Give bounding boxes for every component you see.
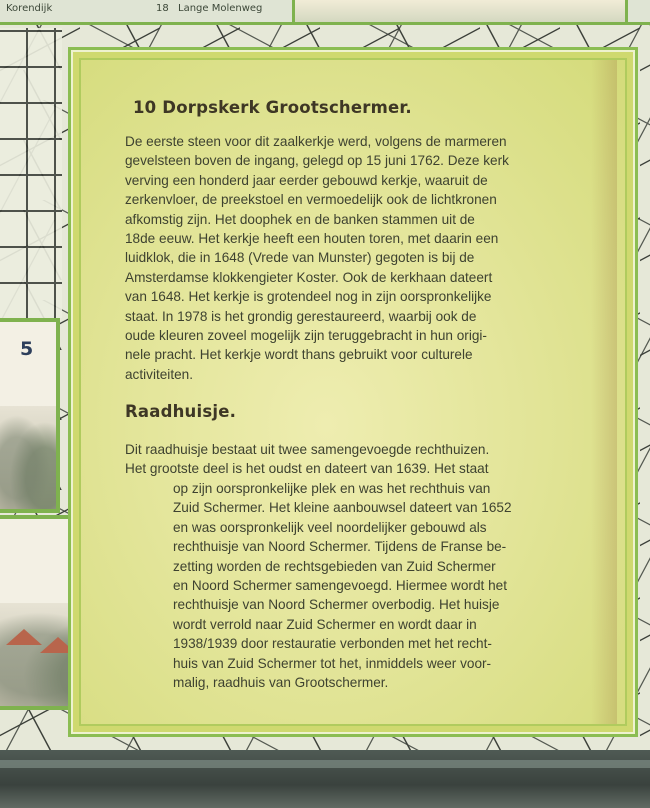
section-title-dorpskerk: 10 Dorpskerk Grootschermer. (133, 98, 412, 117)
house-roof (6, 629, 42, 645)
map-top-picture (292, 0, 628, 22)
section-text-raadhuisje-top: Dit raadhuisje bestaat uit twee samengevoegde rechthuizen. Het grootste deel is het oudst en dateert van 1639. Het staat (125, 442, 490, 477)
tile-number-5: 5 (20, 338, 34, 360)
tile-5-sketch (0, 406, 56, 509)
sign-panel-inner (79, 58, 627, 726)
section-title-raadhuisje: Raadhuisje. (125, 402, 237, 421)
map-label-number: 18 (156, 3, 169, 14)
rust-stain (591, 60, 617, 724)
sign-panel (68, 47, 638, 737)
sign-bottom-reflection (0, 760, 650, 768)
section-text-dorpskerk: De eerste steen voor dit zaalkerkje werd, volgens de marmeren gevelsteen boven de ingang, gelegd op 15 juni 1762. Deze kerk verving een honderd jaar eerder gebouwd kerkje, waaruit de zerkenvloer, de preekstoel en vermoedelijk ook de lichtkronen afkomstig zijn. Het doophek en de banken stammen uit de 18de eeuw. Het kerkje heeft een houten toren, met daarin een luidklok, die in 1648 (Vrede van Munster) gegoten is bij de Amsterdamse klokkengieter Koster. Ook de kerkhaan dateert van 1648. Het kerkje is grotendeel nog in zijn oorspronkelijke staat. In 1978 is het grondig gerestaureerd, waarbij ook de oude kleuren zoveel mogelijk zijn teruggebracht in hun origi- nele pracht. Het kerkje wordt thans gebruikt voor culturele activiteiten. (125, 134, 509, 382)
map-street-grid (0, 28, 62, 318)
section-text-raadhuisje-bottom: op zijn oorspronkelijke plek en was het rechthuis van Zuid Schermer. Het kleine aanbouwsel dateert van 1652 en was oorspronkelijk veel noordelijker gebouwd als rechthuisje van Noord Schermer. Tijdens de Franse be- zetting worden de rechtsgebieden van Zuid Schermer en Noord Schermer samengevoegd. Hiermee wordt het rechthuisje van Noord Schermer overbodig. Het huisje wordt verrold naar Zuid Schermer en wordt daar in 1938/1939 door restauratie verbonden met het recht- huis van Zuid Schermer tot het, inmiddels weer voor- malig, raadhuis van Grootschermer. (173, 481, 512, 691)
map-label-street: Lange Molenweg (178, 3, 263, 14)
tile-5 (0, 318, 60, 513)
map-label-korendijk: Korendijk (6, 3, 53, 14)
sign-bottom-frame (0, 750, 650, 808)
